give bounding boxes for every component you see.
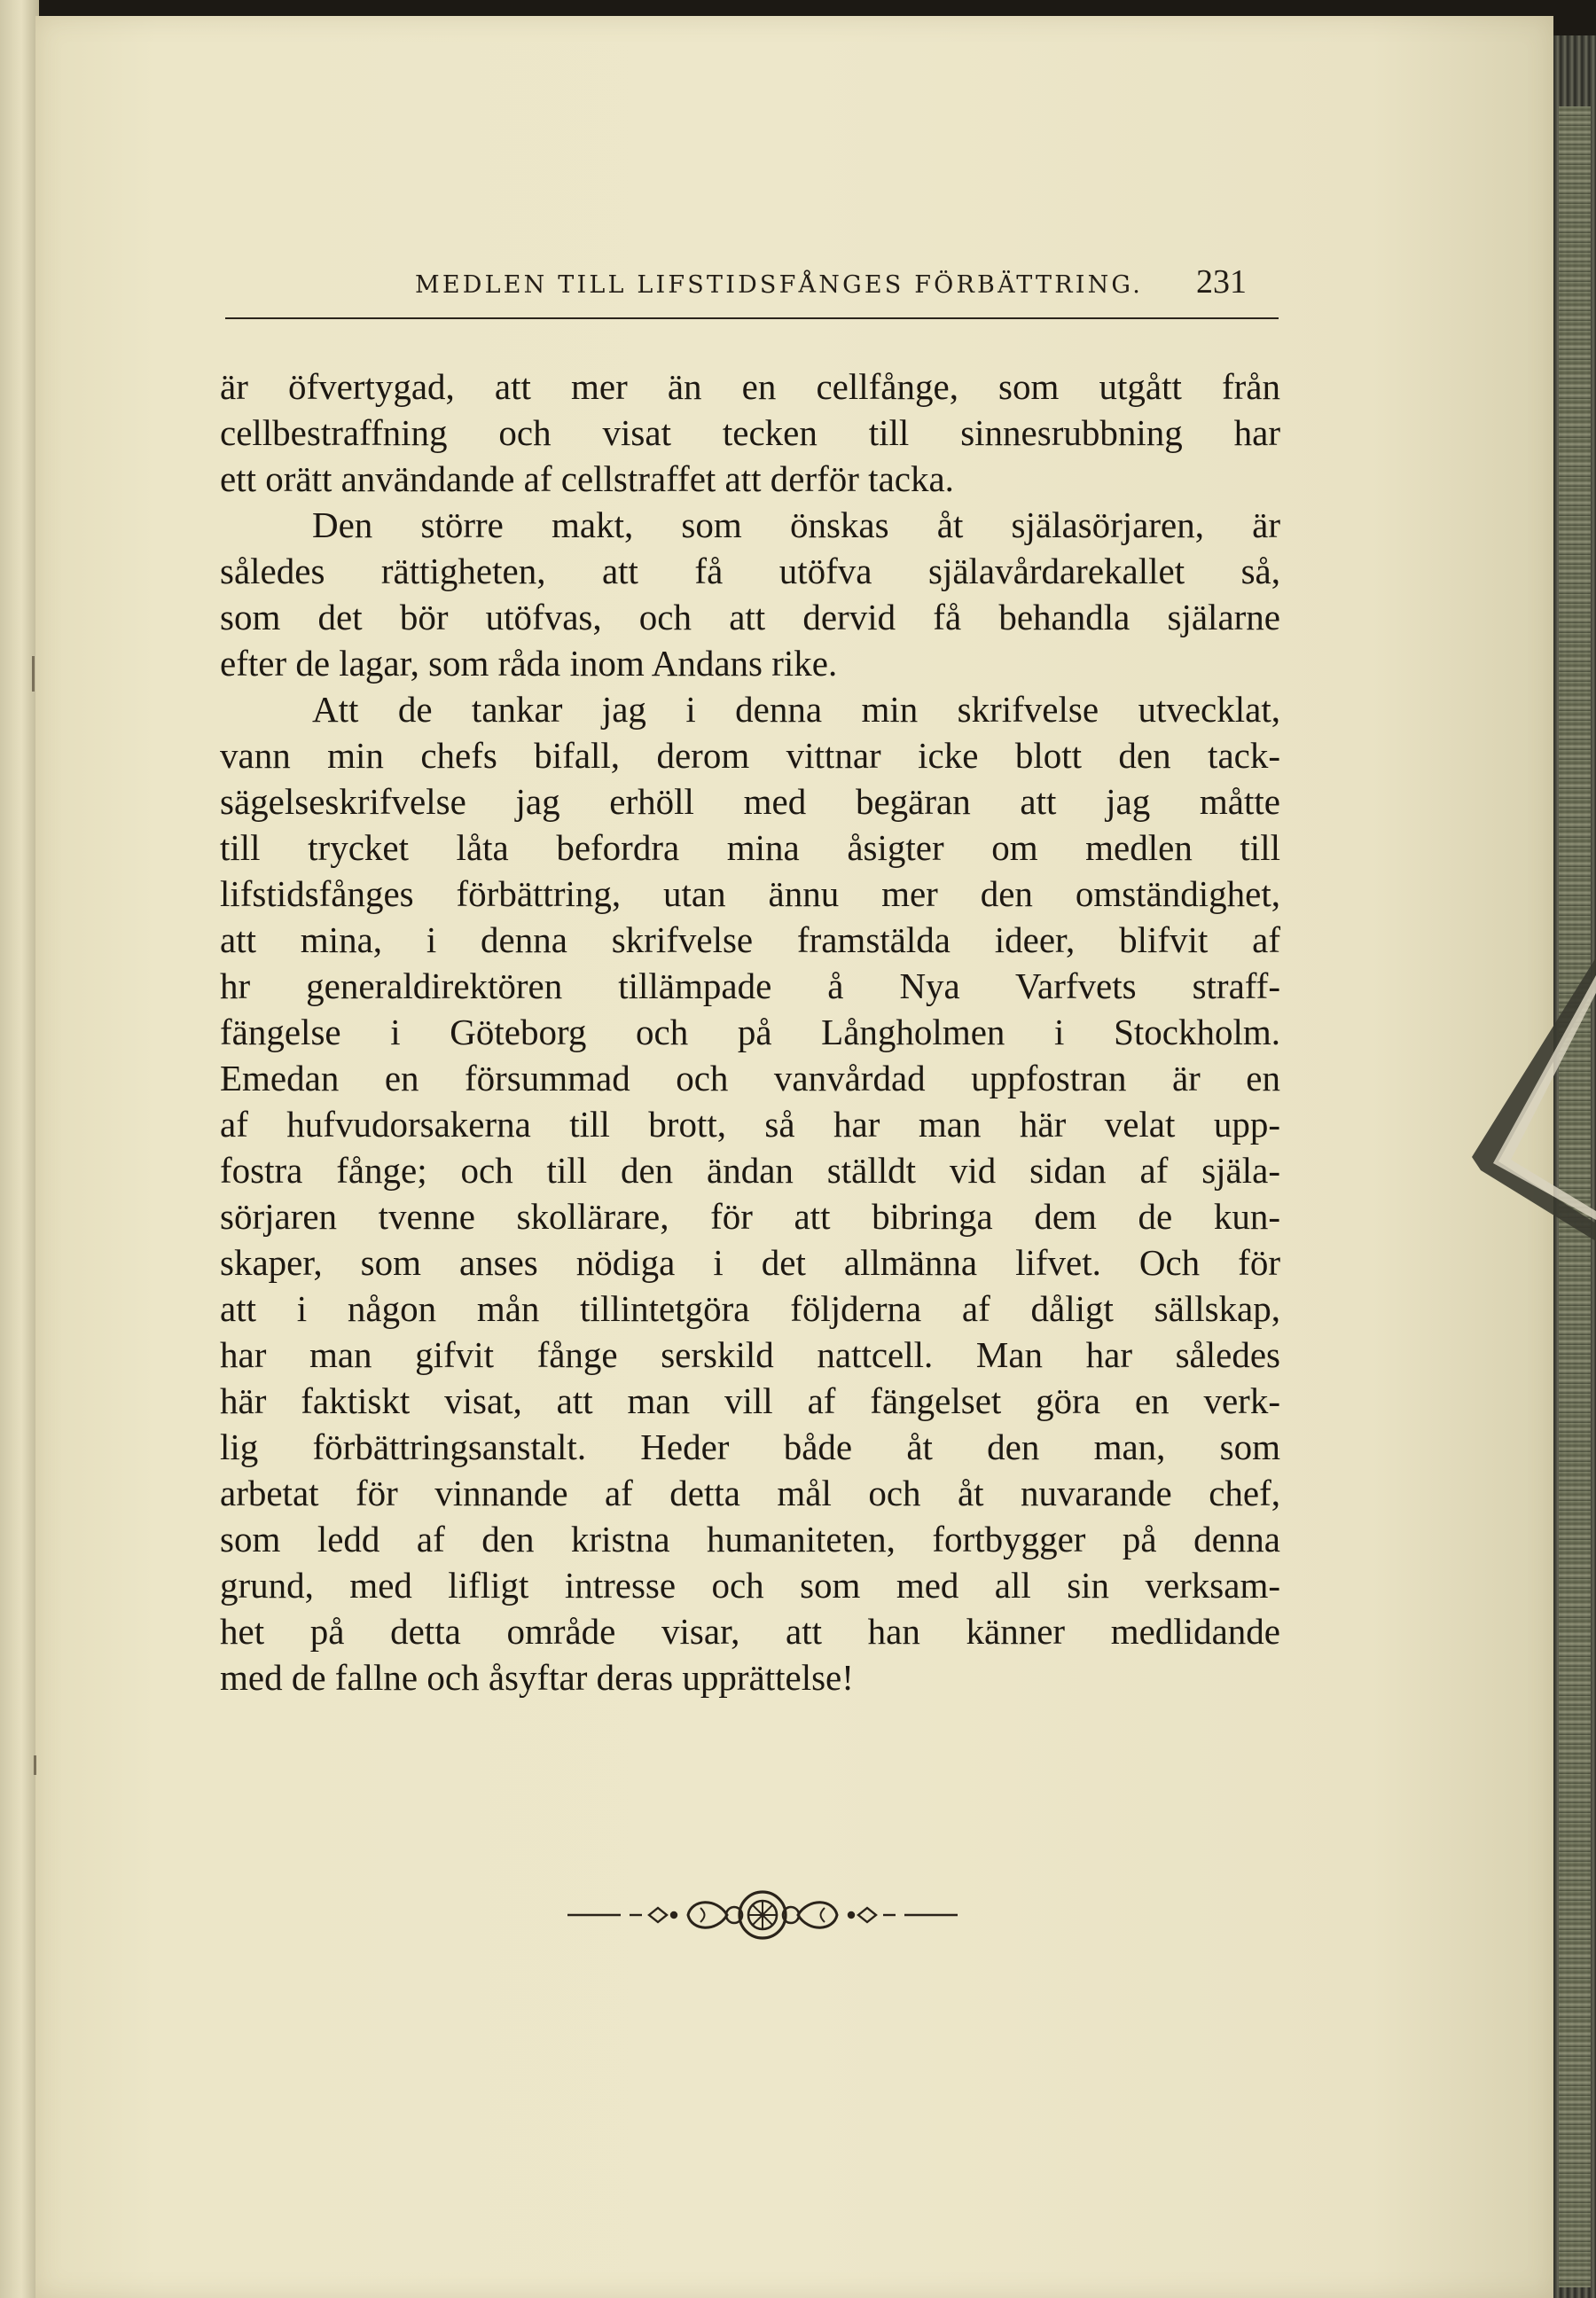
text-line: ett orätt användande af cellstraffet att derför tacka. <box>220 458 954 499</box>
text-line: Att de tankar jag i denna min skrifvelse utvecklat, <box>312 689 1280 730</box>
text-line: fängelse i Göteborg och på Långholmen i Stockholm. <box>220 1012 1280 1052</box>
margin-mark <box>34 1755 36 1775</box>
margin-mark <box>32 656 35 692</box>
text-line: har man gifvit fånge serskild nattcell. Man har således <box>220 1334 1280 1375</box>
running-header <box>225 262 1279 307</box>
bookmark-ribbon-icon <box>1472 958 1596 1241</box>
text-line: Emedan en försummad och vanvårdad uppfostran är en <box>220 1058 1280 1098</box>
header-rule <box>225 317 1279 319</box>
text-line: sägelseskrifvelse jag erhöll med begäran att jag måtte <box>220 781 1280 822</box>
text-line: skaper, som anses nödiga i det allmänna lifvet. Och för <box>220 1242 1280 1283</box>
text-line: att mina, i denna skrifvelse framstälda ideer, blifvit af <box>220 919 1280 960</box>
body-text <box>220 363 1280 1700</box>
text-line: till trycket låta befordra mina åsigter om medlen till <box>220 827 1280 868</box>
decorative-tailpiece-icon <box>567 1881 958 1949</box>
text-line: cellbestraffning och visat tecken till sinnesrubbning har <box>220 412 1280 453</box>
text-line: således rättigheten, att få utöfva själavårdarekallet så, <box>220 551 1280 591</box>
text-line: hr generaldirektören tillämpade å Nya Varfvets straff- <box>220 965 1280 1006</box>
text-line: lifstidsfånges förbättring, utan ännu mer den omständighet, <box>220 873 1280 914</box>
text-line: sörjaren tvenne skollärare, för att bibringa dem de kun- <box>220 1196 1280 1237</box>
text-line: här faktiskt visat, att man vill af fängelset göra en verk- <box>220 1380 1280 1421</box>
text-line: Den större makt, som önskas åt själasörjaren, är <box>312 504 1280 545</box>
text-line: som det bör utöfvas, och att dervid få behandla själarne <box>220 597 1280 637</box>
text-line: lig förbättringsanstalt. Heder både åt den man, som <box>220 1426 1280 1467</box>
page-number: 231 <box>1196 263 1247 301</box>
text-line: efter de lagar, som råda inom Andans rike. <box>220 643 838 684</box>
left-page-edge <box>0 0 39 2298</box>
text-line: är öfvertygad, att mer än en cellfånge, som utgått från <box>220 366 1280 407</box>
text-line: fostra fånge; och till den ändan ställdt vid sidan af själa- <box>220 1150 1280 1191</box>
running-title: MEDLEN TILL LIFSTIDSFÅNGES FÖRBÄTTRING. <box>415 271 1144 299</box>
text-line: att i någon mån tillintetgöra följderna af dåligt sällskap, <box>220 1288 1280 1329</box>
text-line: arbetat för vinnande af detta mål och åt nuvarande chef, <box>220 1473 1280 1513</box>
text-line: vann min chefs bifall, derom vittnar icke blott den tack- <box>220 735 1280 776</box>
text-line: med de fallne och åsyftar deras upprättelse! <box>220 1657 854 1698</box>
text-line: grund, med lifligt intresse och som med all sin verksam- <box>220 1565 1280 1606</box>
text-line: af hufvudorsakerna till brott, så har man här velat upp- <box>220 1104 1280 1145</box>
text-line: het på detta område visar, att han känner medlidande <box>220 1611 1280 1652</box>
text-line: som ledd af den kristna humaniteten, fortbygger på denna <box>220 1519 1280 1559</box>
